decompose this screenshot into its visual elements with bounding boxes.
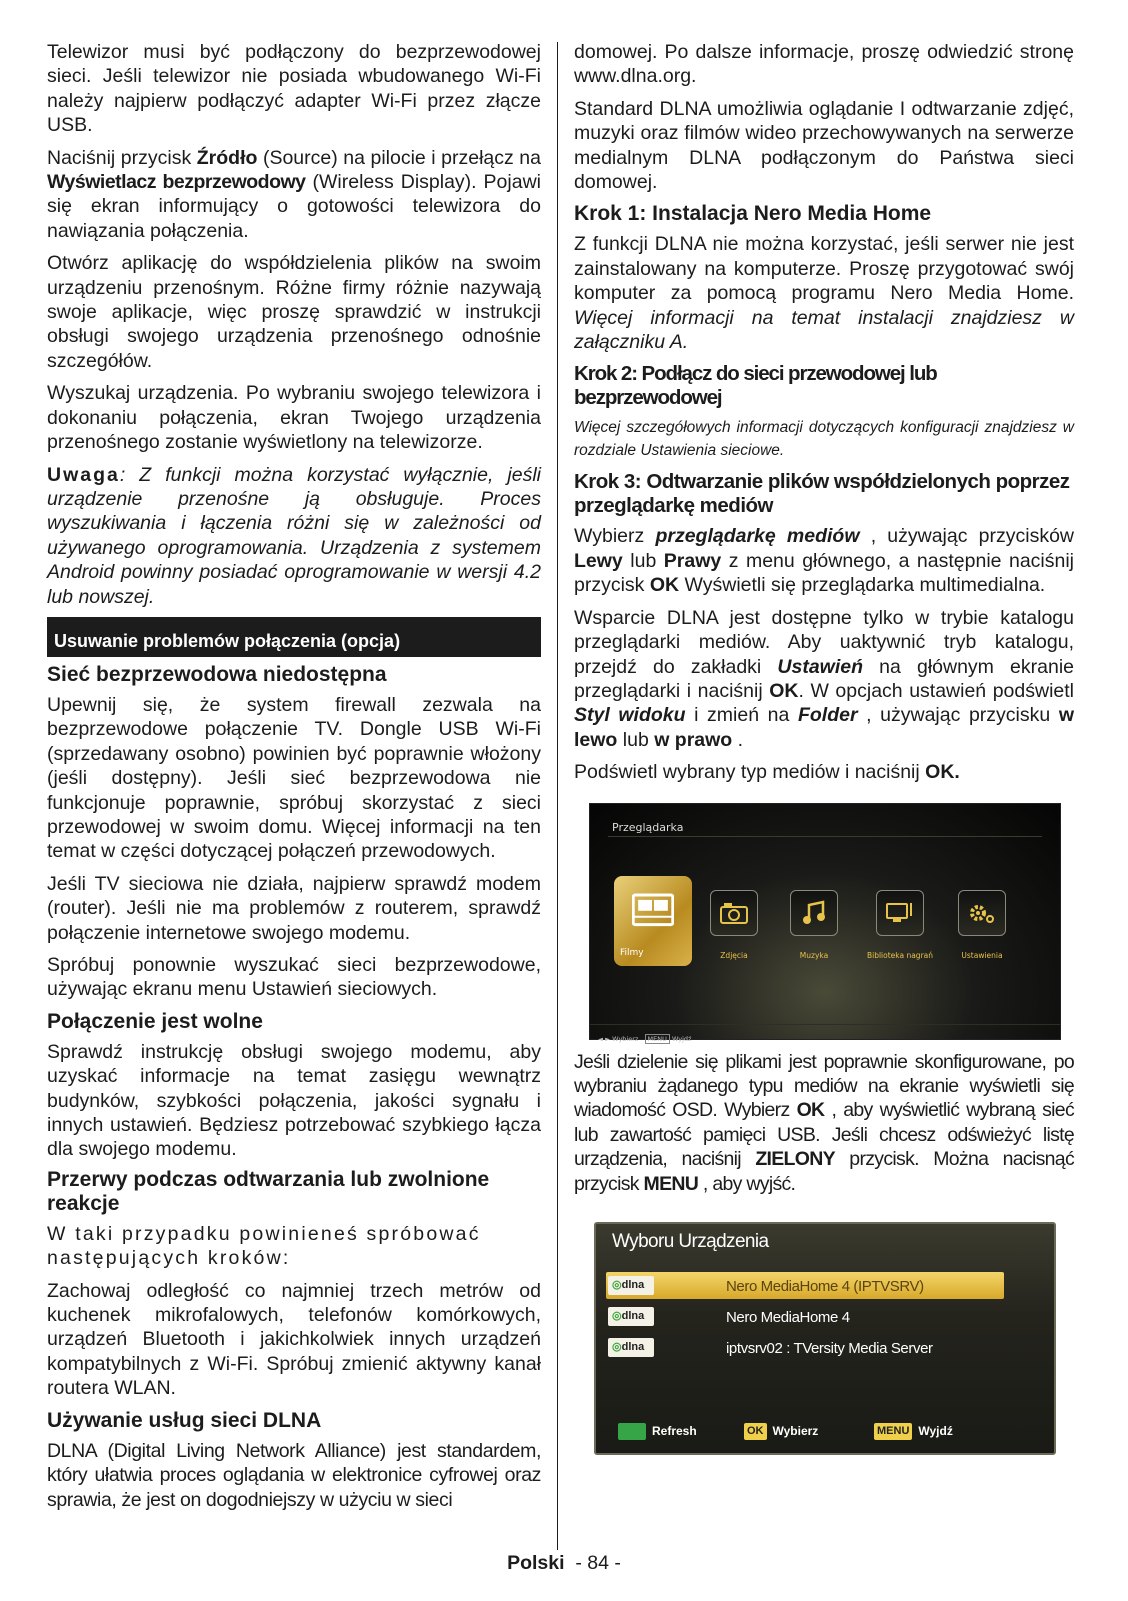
device-item[interactable] — [606, 1272, 1004, 1299]
divider — [590, 1024, 1060, 1025]
paragraph: Jeśli dzielenie się plikami jest poprawnie skonfigurowane, po wybraniu żądanego typu mediów na ekranie wyświetli się wiadomość OSD. Wybierz OK , aby wyświetlić wybraną sieć lub zawartość pamięci USB. Jeśli chcesz odświeżyć listę urządzenia, naciśnij ZIELONY przycisk. Można nacisnąć przycisk MENU , aby wyjść. — [574, 1050, 1074, 1195]
device-list-title: Wyboru Urządzenia — [612, 1230, 769, 1252]
movies-tile[interactable] — [614, 876, 692, 966]
heading-slow: Połączenie jest wolne — [47, 1009, 263, 1033]
recordings-tile[interactable] — [876, 890, 924, 936]
music-note-icon — [799, 900, 829, 926]
dlna-logo: ◎dlna — [608, 1276, 654, 1295]
photos-tile[interactable] — [710, 890, 758, 936]
column-divider — [557, 42, 558, 1550]
paragraph: domowej. Po dalsze informacje, proszę odwiedzić stronę www.dlna.org. — [574, 41, 1074, 88]
left-column — [47, 40, 541, 1520]
refresh-button[interactable]: Refresh — [618, 1419, 697, 1443]
paragraph: Spróbuj ponownie wyszukać sieci bezprzewodowe, używając ekranu menu Ustawień sieciowych. — [47, 954, 541, 1001]
device-buttons — [596, 1419, 1054, 1439]
paragraph: DLNA (Digital Living Network Alliance) jest standardem, który ułatwia proces oglądania w elektronice cyfrowej oraz sprawia, że jest on dogodniejszy w użyciu w sieci — [47, 1439, 541, 1511]
paragraph: Wyszukaj urządzenia. Po wybraniu swojego telewizora i dokonaniu połączenia, ekran Twojego urządzenia przenośnego zostanie wyświetlony na telewizorze. — [47, 382, 541, 454]
monitor-usb-icon — [885, 900, 915, 926]
select-button[interactable]: OK Wybierz — [744, 1419, 818, 1443]
dlna-logo: ◎dlna — [608, 1307, 654, 1326]
device-item[interactable] — [606, 1334, 1004, 1361]
page-footer: Polski - 84 - — [507, 1552, 621, 1574]
heading-step2: Krok 2: Podłącz do sieci przewodowej lub bezprzewodowej — [574, 362, 937, 410]
music-tile[interactable] — [790, 890, 838, 936]
heading-step1: Krok 1: Instalacja Nero Media Home — [574, 202, 932, 226]
gear-icon — [967, 900, 997, 926]
browser-hint: ◄ ► Wybierz MENU Wyjdź — [598, 1034, 692, 1043]
paragraph: Standard DLNA umożliwia oglądanie I odtwarzanie zdjęć, muzyki oraz filmów wideo przechowywanych na serwerze medialnym DLNA podłączonym do Państwa sieci domowej. — [574, 97, 1074, 194]
device-item[interactable] — [606, 1303, 1004, 1330]
section-banner: Usuwanie problemów połączenia (opcja) — [47, 617, 541, 657]
green-key-icon — [618, 1423, 646, 1440]
divider — [608, 836, 1042, 837]
media-browser-screenshot — [589, 803, 1061, 1043]
dlna-logo: ◎dlna — [608, 1338, 654, 1357]
paragraph: W taki przypadku powinieneś spróbować następujących kroków: — [47, 1222, 481, 1270]
tile-label: Muzyka — [799, 950, 829, 960]
paragraph: Zachowaj odległość co najmniej trzech metrów od kuchenek mikrofalowych, telefonów komórkowych, urządzeń Bluetooth i jakichkolwiek innych urządzeń kompatybilnych z Wi-Fi. Spróbuj zmienić aktywny kanał routera WLAN. — [47, 1279, 541, 1400]
paragraph: Jeśli TV sieciowa nie działa, najpierw sprawdź modem (router). Jeśli nie ma problemów z routerem, sprawdź połączenie internetowe swojego modemu. — [47, 872, 541, 944]
camera-icon — [719, 900, 749, 926]
paragraph: Sprawdź instrukcję obsługi swojego modemu, aby uzyskać informacje na temat zasięgu wewnątrz budynków, szybkości połączenia, jakości sygnału i innych ustawień. Będziesz potrzebować szybkiego łącza dla swojego modemu. — [47, 1040, 541, 1161]
film-icon — [632, 892, 674, 928]
menu-key: MENU — [874, 1423, 912, 1440]
device-name: Nero MediaHome 4 — [726, 1308, 850, 1326]
device-name: Nero MediaHome 4 (IPTVSRV) — [726, 1277, 924, 1295]
paragraph: Telewizor musi być podłączony do bezprzewodowej sieci. Jeśli telewizor nie posiada wbudowanego Wi-Fi należy najpierw podłączyć adapter Wi-Fi przez złącze USB. — [47, 41, 541, 137]
paragraph: Z funkcji DLNA nie można korzystać, jeśli serwer nie jest zainstalowany na komputerze. Proszę przygotować swój komputer za pomocą programu Nero Media Home. Więcej informacji na temat instalacji znajdziesz w załączniku A. — [574, 233, 1074, 354]
tile-label: Filmy — [620, 948, 644, 959]
paragraph: Otwórz aplikację do współdzielenia plików na swoim urządzeniu przenośnym. Różne firmy różnie nazywają swoje aplikacje, więc proszę sprawdzić w instrukcji obsługi swojego urządzenia przenośnego odnośnie szczegółów. — [47, 252, 541, 372]
ok-key: OK — [744, 1423, 767, 1440]
device-name: iptvsrv02 : TVersity Media Server — [726, 1339, 933, 1357]
paragraph: Podświetl wybrany typ mediów i naciśnij OK. — [574, 761, 960, 784]
device-selection-screenshot — [594, 1222, 1056, 1455]
paragraph: Wybierz przeglądarkę mediów , używając przycisków Lewy lub Prawy z menu głównego, a następnie naciśnij przycisk OK Wyświetli się przeglądarka multimedialna. — [574, 525, 1075, 597]
paragraph: Naciśnij przycisk Źródło (Source) na pilocie i przełącz na Wyświetlacz bezprzewodowy (Wireless Display). Pojawi się ekran informujący o gotowości telewizora do nawiązania połączenia. — [47, 146, 541, 242]
paragraph: Wsparcie DLNA jest dostępne tylko w trybie katalogu przeglądarki mediów. Aby uaktywnić tryb katalogu, przejdź do zakładki Ustawień na głównym ekranie przeglądarki i naciśnij OK. W opcjach ustawień podświetl Styl widoku i zmień na Folder , używając przycisku w lewo lub w prawo . — [574, 606, 1074, 751]
exit-button[interactable]: MENU Wyjdź — [874, 1419, 953, 1443]
paragraph: Więcej szczegółowych informacji dotyczących konfiguracji znajdziesz w rozdziale Ustawienia sieciowe. — [574, 419, 1074, 460]
tile-label: Zdjęcia — [720, 950, 748, 960]
tile-label: Ustawienia — [961, 950, 1003, 960]
browser-title: Przeglądarka — [612, 820, 684, 834]
heading-step3: Krok 3: Odtwarzanie plików współdzielonych poprzez przeglądarkę mediów — [574, 470, 1070, 518]
tile-label: Biblioteka nagrań — [866, 950, 934, 960]
right-column — [574, 40, 1074, 1455]
heading-wireless: Sieć bezprzewodowa niedostępna — [47, 662, 387, 686]
heading-dlna: Używanie usług sieci DLNA — [47, 1408, 322, 1432]
note: Uwaga: Z funkcji można korzystać wyłącznie, jeśli urządzenie przenośne ją obsługuje. Proces wyszukiwania i łączenia różni się w zależności od używanego oprogramowania. Urządzenia z systemem Android powinny posiadać oprogramowanie w wersji 4.2 lub nowszej. — [47, 463, 541, 608]
settings-tile[interactable] — [958, 890, 1006, 936]
heading-interrupt: Przerwy podczas odtwarzania lub zwolnione reakcje — [47, 1167, 490, 1215]
paragraph: Upewnij się, że system firewall zezwala na bezprzewodowe połączenie TV. Dongle USB Wi-Fi (sprzedawany osobno) powinien być poprawnie włożony (jeśli dostępny). Jeśli sieć bezprzewodowa nie funkcjonuje poprawnie, spróbuj skorzystać z sieci przewodowej w swoim domu. Więcej informacji na ten temat w części dotyczącej połączeń przewodowych. — [47, 693, 541, 863]
